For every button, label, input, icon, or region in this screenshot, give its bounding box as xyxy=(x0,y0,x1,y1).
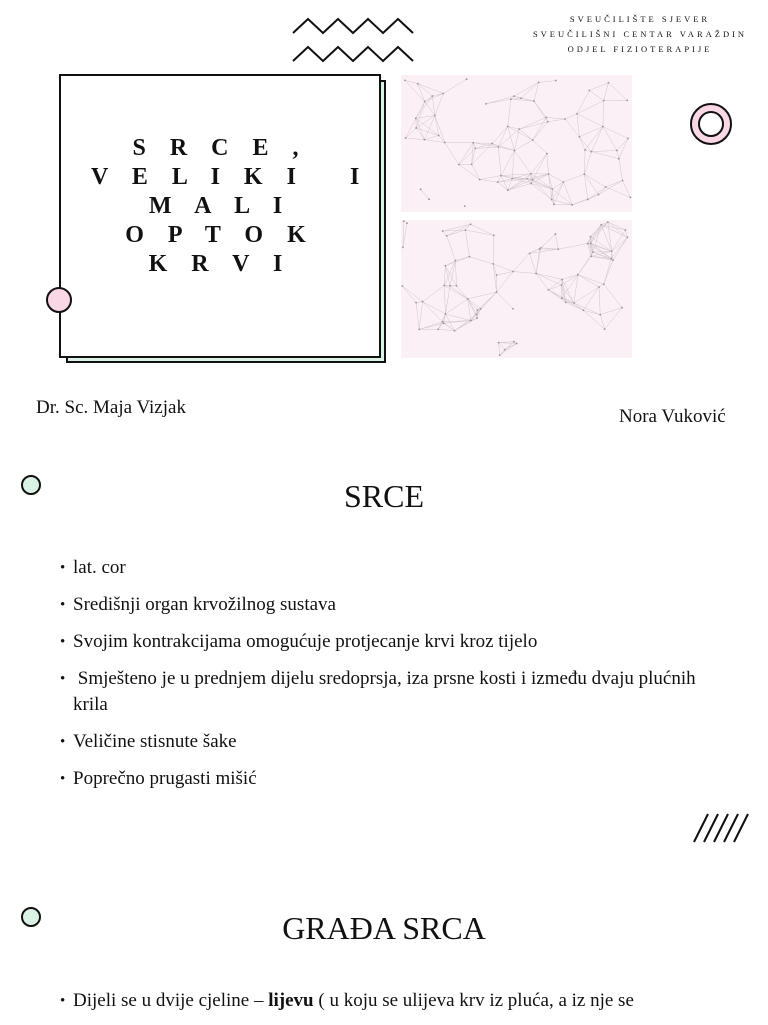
zigzag-decoration-icon xyxy=(290,14,416,66)
institution-line-2: SVEUČILIŠNI CENTAR VARAŽDIN xyxy=(520,27,760,42)
slide3-bullet-list xyxy=(60,988,720,1025)
texture-image-bottom xyxy=(401,220,632,358)
institution-header xyxy=(520,12,760,57)
bullet-item: • Središnji organ krvožilnog sustava xyxy=(60,592,720,618)
bullet-item xyxy=(60,988,720,1014)
bullet-item: • Veličine stisnute šake xyxy=(60,729,720,755)
texture-image-top xyxy=(401,75,632,212)
institution-line-1: SVEUČILIŠTE SJEVER xyxy=(520,12,760,27)
slide2-heading: SRCE xyxy=(0,478,768,515)
slide3-heading: GRAĐA SRCA xyxy=(0,910,768,947)
presentation-title xyxy=(91,134,349,279)
bullet-item: • Smješteno je u prednjem dijelu sredoprsja, iza prsne kosti i između dvaju plućnih krila xyxy=(60,666,720,718)
institution-line-3: ODJEL FIZIOTERAPIJE xyxy=(520,42,760,57)
title-line-5: K R V I xyxy=(91,250,349,279)
bullet-item: • lat. cor xyxy=(60,555,720,581)
slide2-bullet-list xyxy=(60,555,720,803)
mentor-name: Dr. Sc. Maja Vizjak xyxy=(36,397,186,419)
title-line-2: V E L I K I I xyxy=(91,163,349,192)
double-ring-icon xyxy=(689,102,733,146)
slashes-decoration-icon xyxy=(692,812,754,844)
title-line-4: O P T O K xyxy=(91,221,349,250)
bullet-text-post: ( u koju se ulijeva krv iz pluća, a iz nje se xyxy=(314,990,634,1011)
bullet-item: • Poprečno prugasti mišić xyxy=(60,766,720,792)
title-line-1: S R C E , xyxy=(91,134,349,163)
pink-circle-icon xyxy=(46,287,72,313)
bullet-item: • Svojim kontrakcijama omogućuje protjecanje krvi kroz tijelo xyxy=(60,629,720,655)
bullet-text-pre: Dijeli se u dvije cjeline – xyxy=(73,990,268,1011)
title-line-3: M A L I xyxy=(91,192,349,221)
student-name: Nora Vuković xyxy=(619,406,726,428)
bullet-text-bold: lijevu xyxy=(268,990,313,1011)
title-box xyxy=(59,74,381,358)
